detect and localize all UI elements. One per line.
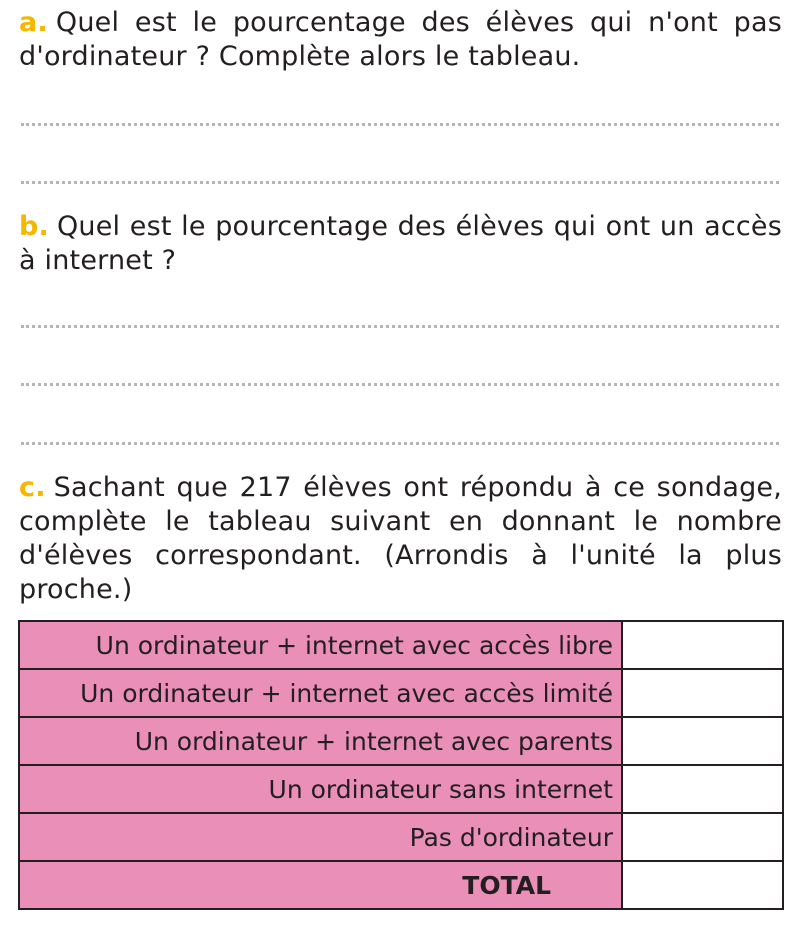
row-label-free-access: Un ordinateur + internet avec accès libre	[19, 621, 622, 669]
table-row	[19, 621, 783, 669]
question-c	[19, 471, 782, 607]
question-a-letter: a.	[19, 7, 48, 38]
table-row	[19, 669, 783, 717]
question-a	[19, 6, 782, 74]
table-row	[19, 717, 783, 765]
answer-line-a-2[interactable]	[21, 181, 779, 184]
row-label-no-internet: Un ordinateur sans internet	[19, 765, 622, 813]
question-c-letter: c.	[19, 472, 46, 503]
row-value-free-access[interactable]	[622, 621, 783, 669]
row-label-limited-access: Un ordinateur + internet avec accès limité	[19, 669, 622, 717]
row-label-total: TOTAL	[19, 861, 622, 909]
question-b-text: Quel est le pourcentage des élèves qui ont un accès à internet ?	[19, 211, 782, 276]
table-row	[19, 813, 783, 861]
row-label-with-parents: Un ordinateur + internet avec parents	[19, 717, 622, 765]
table-row	[19, 765, 783, 813]
question-c-text: Sachant que 217 élèves ont répondu à ce sondage, complète le tableau suivant en donnant le nombre d'élèves correspondant. (Arrondis à l'unité la plus proche.)	[19, 472, 782, 605]
row-value-total[interactable]	[622, 861, 783, 909]
answer-line-b-1[interactable]	[21, 325, 779, 328]
row-label-no-computer: Pas d'ordinateur	[19, 813, 622, 861]
table-row-total	[19, 861, 783, 909]
answer-line-b-2[interactable]	[21, 383, 779, 386]
question-a-text: Quel est le pourcentage des élèves qui n'ont pas d'ordinateur ? Complète alors le tableau.	[19, 7, 782, 72]
answer-line-b-3[interactable]	[21, 442, 779, 445]
survey-table	[18, 620, 784, 910]
row-value-with-parents[interactable]	[622, 717, 783, 765]
question-b-letter: b.	[19, 211, 49, 242]
row-value-limited-access[interactable]	[622, 669, 783, 717]
answer-line-a-1[interactable]	[21, 123, 779, 126]
question-b	[19, 210, 782, 278]
row-value-no-internet[interactable]	[622, 765, 783, 813]
row-value-no-computer[interactable]	[622, 813, 783, 861]
